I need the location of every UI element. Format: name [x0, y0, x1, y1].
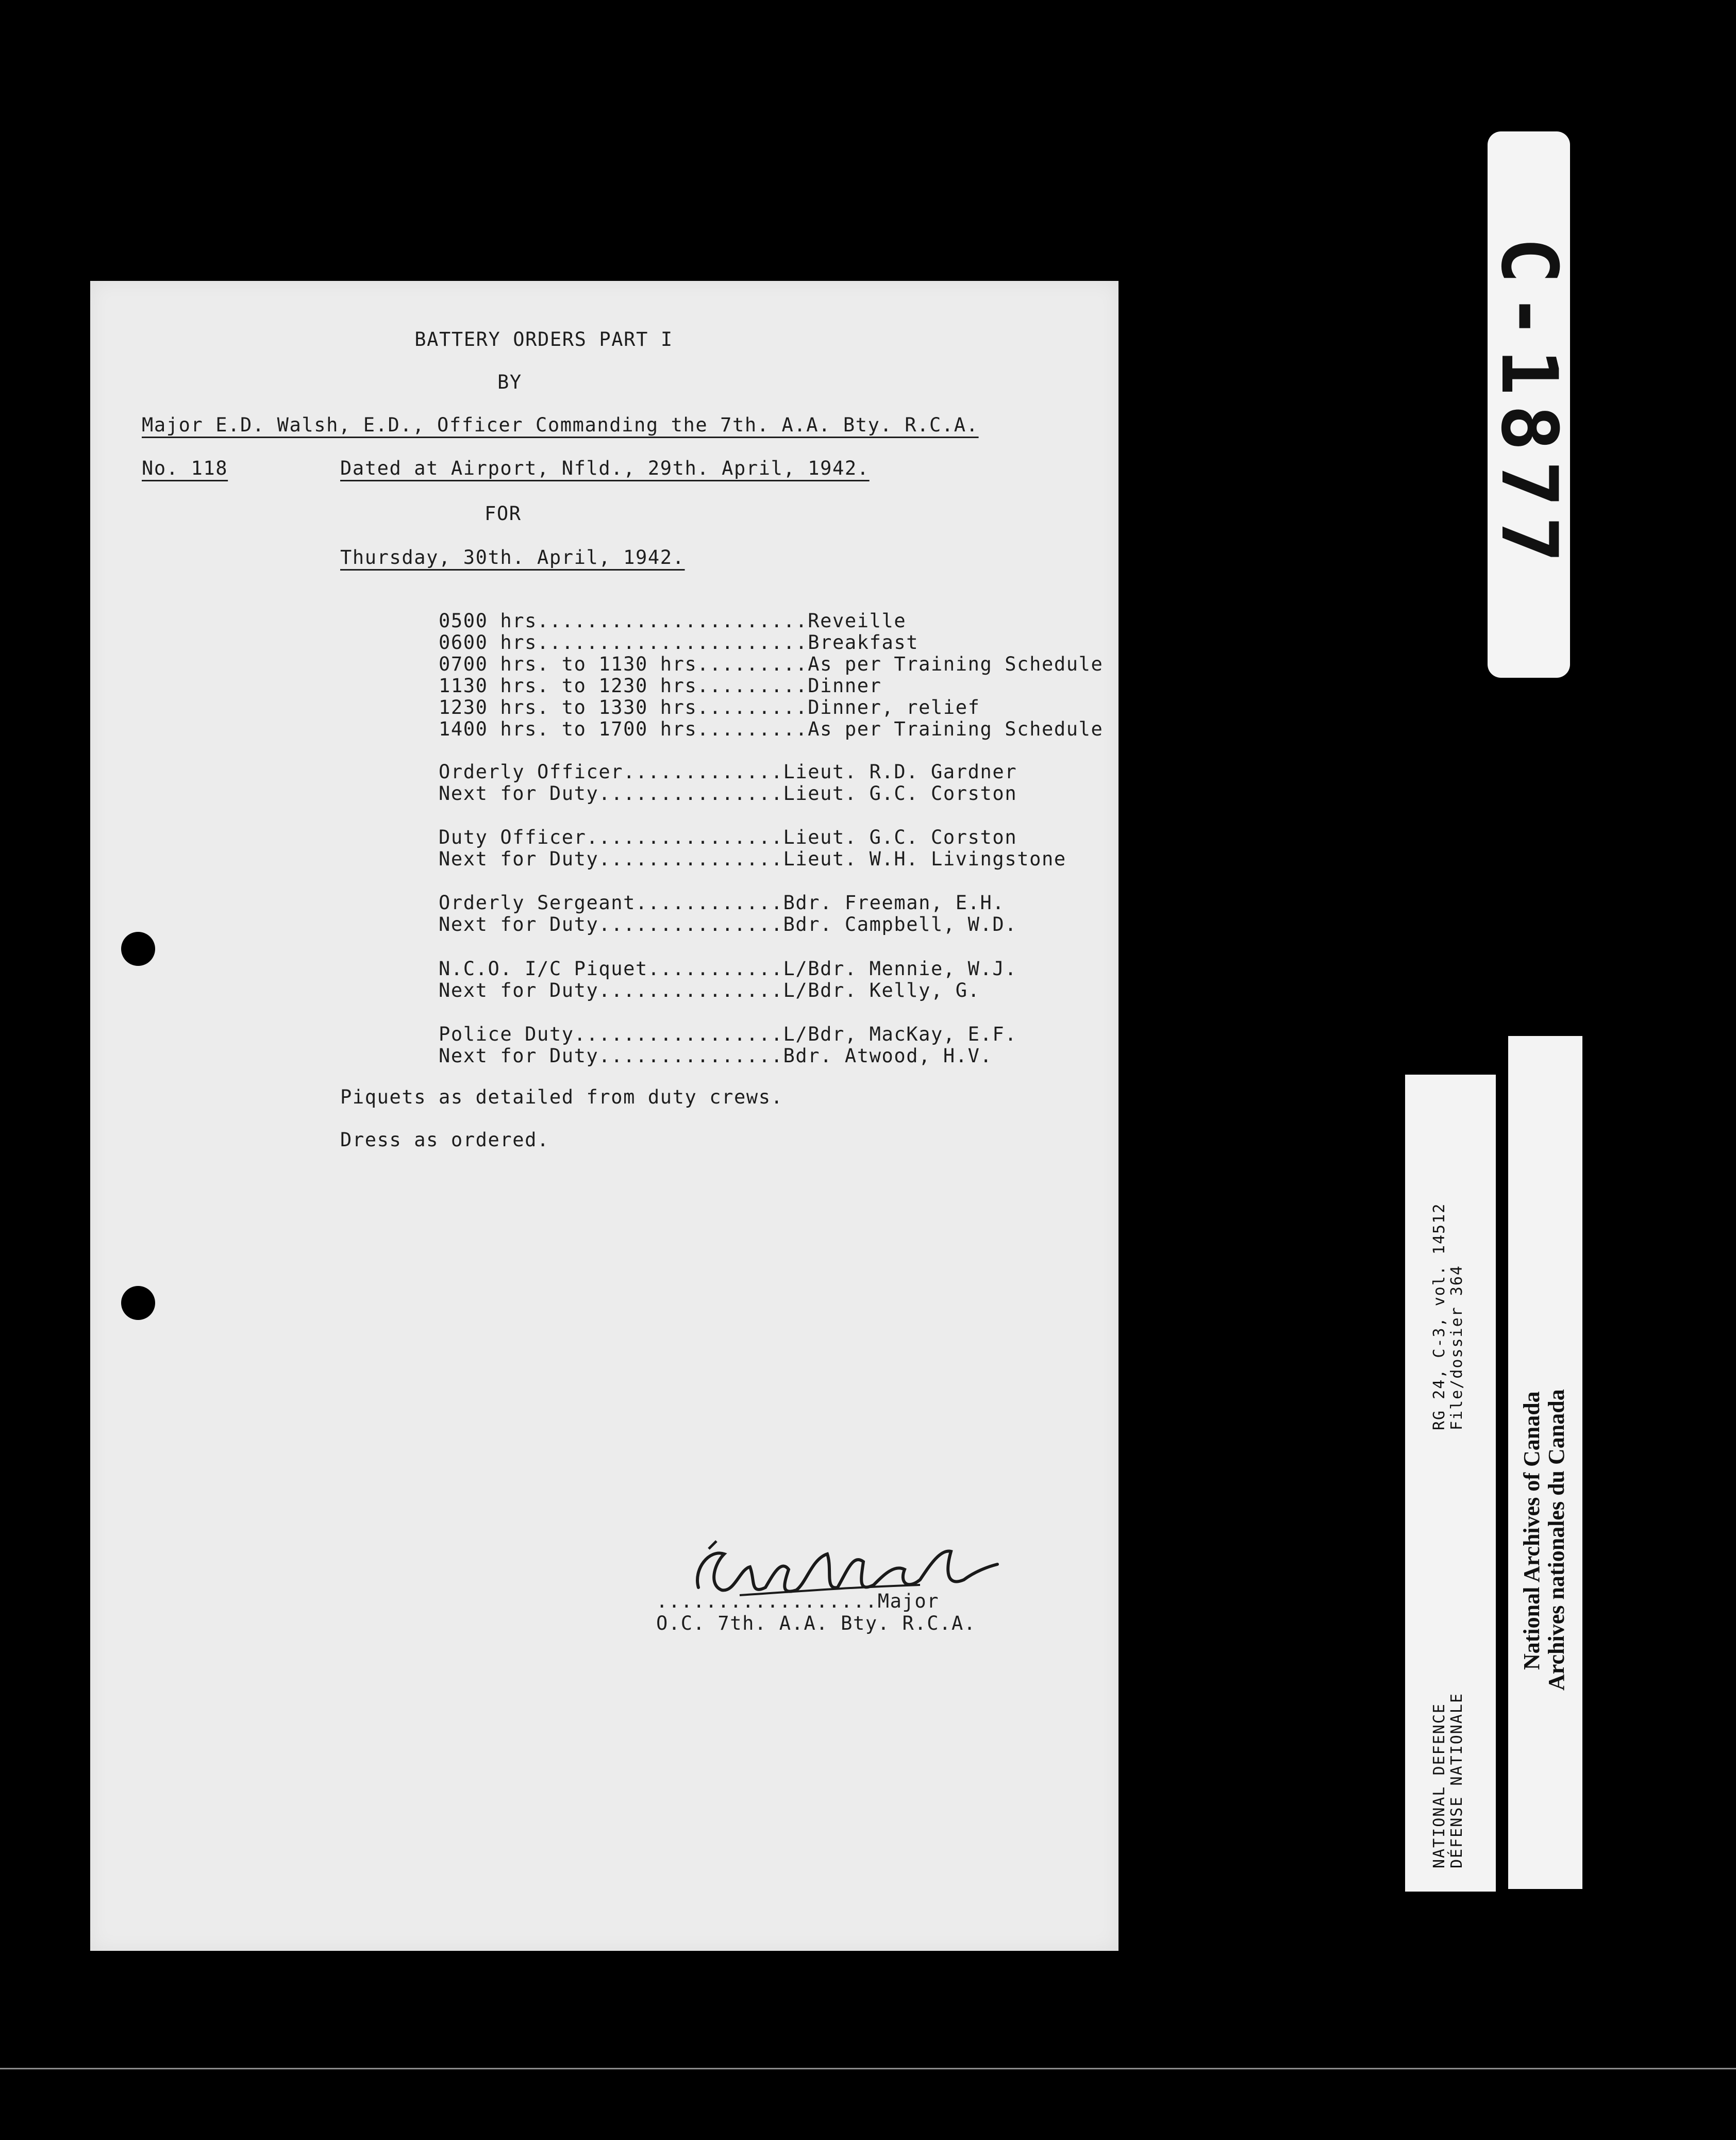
reference-file: File/dossier 364: [1448, 1265, 1466, 1430]
schedule-activity: Dinner: [808, 675, 882, 697]
duty-name: Bdr. Freeman, E.H.: [783, 892, 1005, 914]
duty-name: L/Bdr. Kelly, G.: [783, 979, 980, 1001]
duty-role: Next for Duty...............: [439, 848, 783, 870]
schedule-activity: As per Training Schedule: [808, 718, 1104, 740]
reference-volume: RG 24, C-3, vol. 14512: [1430, 1202, 1448, 1430]
dated-line: Dated at Airport, Nfld., 29th. April, 1942.: [340, 457, 870, 479]
duty-role: Police Duty.................: [439, 1023, 783, 1045]
frame-number: C-1877: [1484, 237, 1574, 572]
signature-title: O.C. 7th. A.A. Bty. R.C.A.: [656, 1612, 976, 1634]
punch-hole: [121, 932, 155, 966]
schedule-time: 1400 hrs. to 1700 hrs.........: [439, 718, 808, 740]
duty-role: Orderly Officer.............: [439, 761, 783, 783]
duty-name: Lieut. R.D. Gardner: [783, 761, 1017, 783]
signature-rank: ..................Major: [656, 1590, 940, 1612]
duty-role: Orderly Sergeant............: [439, 892, 783, 914]
schedule-time: 1230 hrs. to 1330 hrs.........: [439, 696, 808, 718]
duty-role: Next for Duty...............: [439, 1045, 783, 1067]
commander-line: Major E.D. Walsh, E.D., Officer Commanding the 7th. A.A. Bty. R.C.A.: [142, 414, 979, 436]
duty-name: L/Bdr. Mennie, W.J.: [783, 958, 1017, 980]
note-piquets: Piquets as detailed from duty crews.: [340, 1086, 783, 1108]
archive-name-en: National Archives of Canada: [1519, 1391, 1544, 1670]
duty-name: Bdr. Atwood, H.V.: [783, 1045, 993, 1067]
document-for: FOR: [485, 503, 522, 525]
duty-name: Lieut. W.H. Livingstone: [783, 848, 1066, 870]
order-day: Thursday, 30th. April, 1942.: [340, 546, 685, 569]
archive-reference-label: [1405, 1075, 1496, 1892]
duty-role: Next for Duty...............: [439, 913, 783, 935]
schedule-time: 1130 hrs. to 1230 hrs.........: [439, 675, 808, 697]
schedule-time: 0600 hrs......................: [439, 631, 808, 654]
schedule-activity: Breakfast: [808, 631, 919, 654]
schedule-activity: Reveille: [808, 610, 907, 632]
frame-bottom-rule: [0, 2068, 1736, 2069]
schedule-time: 0500 hrs......................: [439, 610, 808, 632]
archive-name-fr: Archives nationales du Canada: [1544, 1389, 1569, 1691]
schedule-activity: Dinner, relief: [808, 696, 980, 718]
document-page: [90, 281, 1119, 1951]
reference-department-en: NATIONAL DEFENCE: [1430, 1703, 1448, 1868]
duty-role: Duty Officer................: [439, 826, 783, 848]
schedule-time: 0700 hrs. to 1130 hrs.........: [439, 653, 808, 675]
reference-department-fr: DÉFENSE NATIONALE: [1448, 1692, 1466, 1868]
document-title: BATTERY ORDERS PART I: [414, 328, 673, 350]
document-by: BY: [497, 371, 522, 393]
duty-role: Next for Duty...............: [439, 782, 783, 805]
duty-name: Lieut. G.C. Corston: [783, 782, 1017, 805]
order-number: No. 118: [142, 457, 228, 479]
duty-row: [340, 1023, 992, 1089]
frame-number-label: [1484, 131, 1574, 678]
duty-name: Bdr. Campbell, W.D.: [783, 913, 1017, 935]
note-dress: Dress as ordered.: [340, 1129, 549, 1151]
duty-name: L/Bdr, MacKay, E.F.: [783, 1023, 1017, 1045]
duty-role: N.C.O. I/C Piquet...........: [439, 958, 783, 980]
duty-role: Next for Duty...............: [439, 979, 783, 1001]
punch-hole: [121, 1286, 155, 1320]
schedule-activity: As per Training Schedule: [808, 653, 1104, 675]
archive-name-label: [1508, 1036, 1582, 1889]
duty-name: Lieut. G.C. Corston: [783, 826, 1017, 848]
